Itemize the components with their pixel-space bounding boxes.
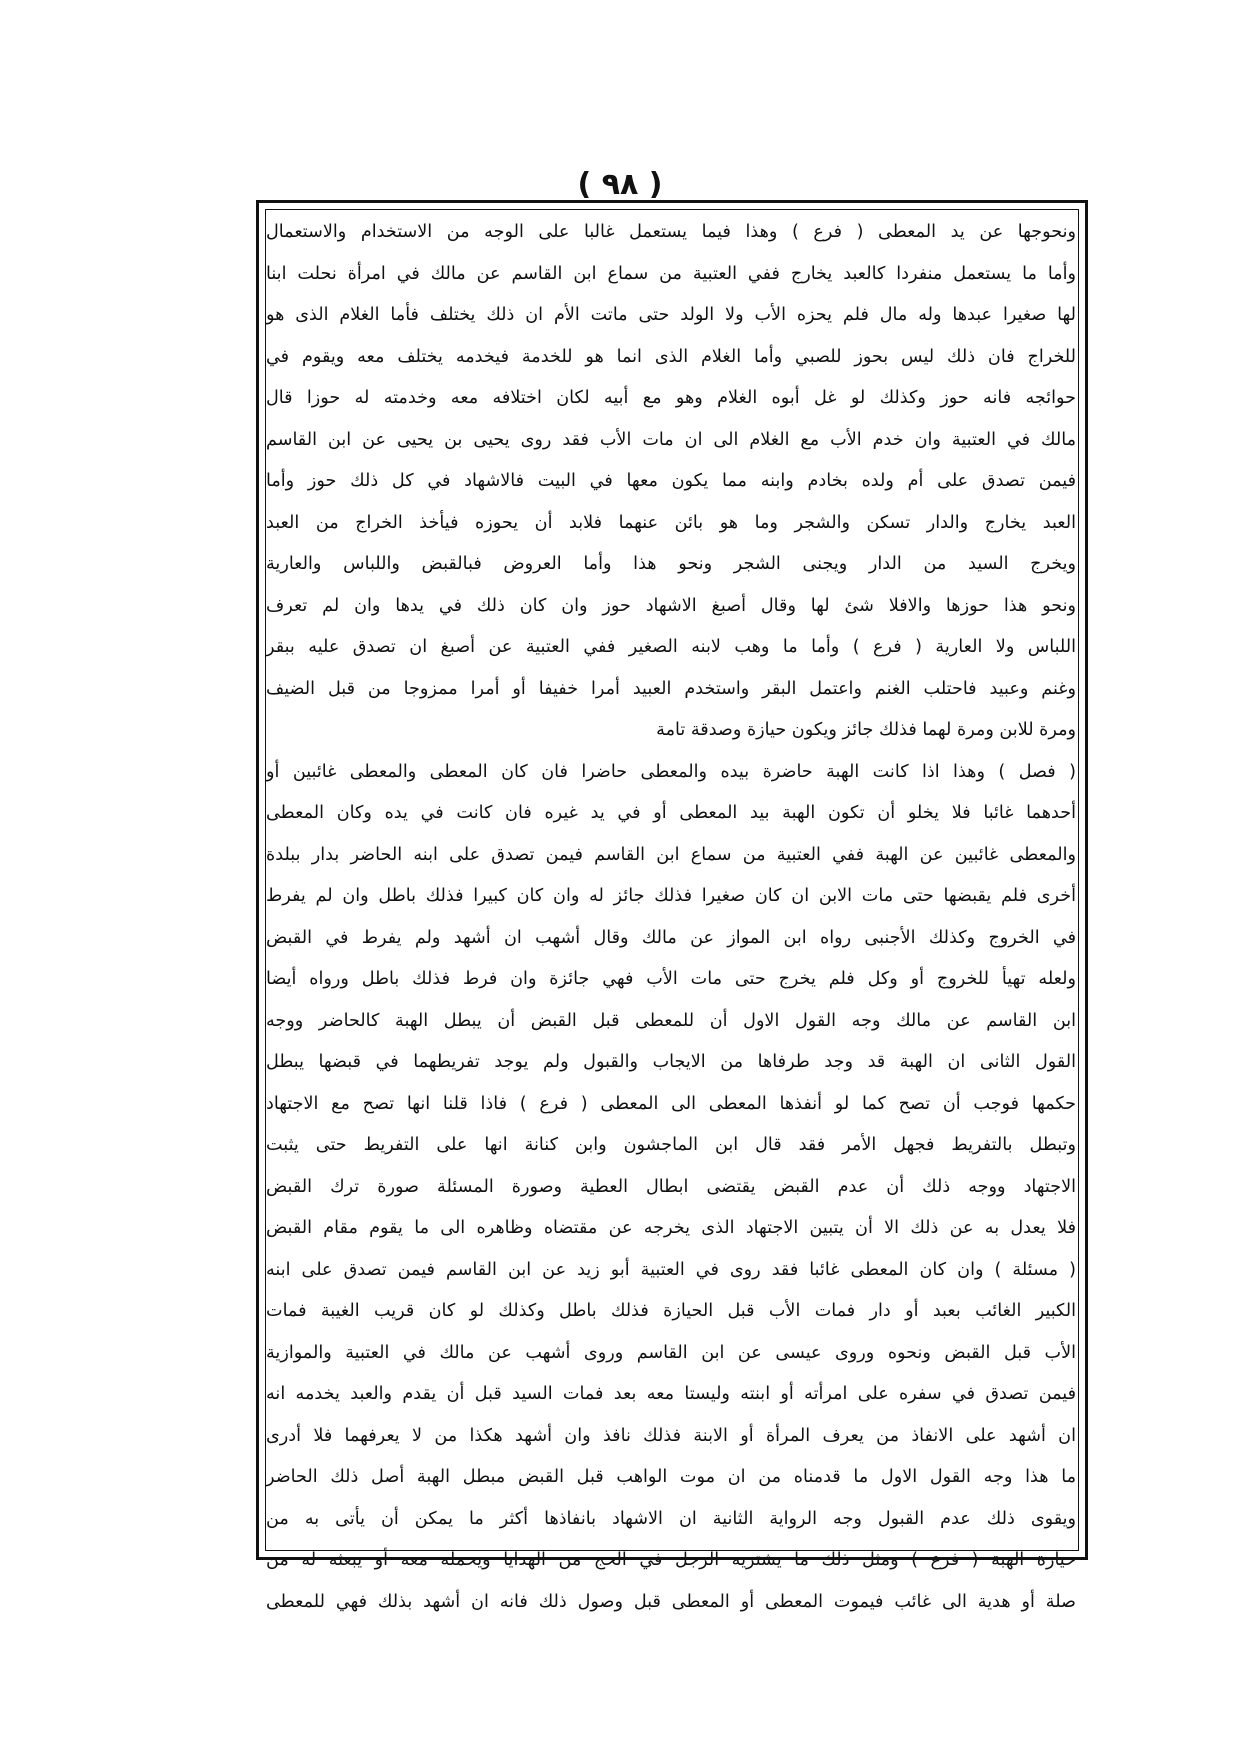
text-line: أخرى فلم يقبضها حتى مات الابن ان كان صغيرا فذلك جائز له وان كان كبيرا فذلك باطل وان لم يفرط xyxy=(266,886,1076,906)
text-line: صلة أو هدية الى غائب فيموت المعطى أو المعطى قبل وصول ذلك فانه ان أشهد بذلك فهي للمعطى xyxy=(266,1591,1076,1612)
text-line: وغنم وعبيد فاحتلب الغنم واعتمل البقر واستخدم العبيد أمرا خفيفا أو أمرا ممزوجا من قبل الضيف xyxy=(266,678,1076,699)
text-line: أحدهما غائبا فلا يخلو أن تكون الهبة بيد المعطى أو في يد غيره فان كانت في يده وكان المعطى xyxy=(266,803,1076,823)
text-line: حكمها فوجب أن تصح كما لو أنفذها المعطى الى المعطى ( فرع ) فاذا قلنا انها تصح مع الاجتهاد xyxy=(266,1093,1076,1114)
text-line: ( فصل ) وهذا اذا كانت الهبة حاضرة بيده والمعطى حاضرا فان كان المعطى والمعطى غائبين أو xyxy=(266,761,1076,782)
text-line: للخراج فان ذلك ليس بحوز للصبي وأما الغلام الذى انما هو للخدمة فيخدمه يختلف معه ويقوم في xyxy=(266,346,1076,367)
text-line: وأما ما يستعمل منفردا كالعبد يخارج ففي العتبية من سماع ابن القاسم عن مالك في امرأة نحلت ابنا xyxy=(266,263,1076,284)
text-line: حيازة الهبة ( فرع ) ومثل ذلك ما يشتريه الرجل في الحج من الهدايا ويحمله معه أو يبعثه له من xyxy=(266,1550,1076,1570)
text-line: ومرة للابن ومرة لهما فذلك جائز ويكون حيازة وصدقة تامة xyxy=(656,720,1076,740)
text-line: القول الثانى ان الهبة قد وجد طرفاها من الايجاب والقبول ولم يوجد تفريطهما في قبضها يبطل xyxy=(266,1052,1076,1072)
text-line: ونحوجها عن يد المعطى ( فرع ) وهذا فيما يستعمل غالبا على الوجه من الاستخدام والاستعمال xyxy=(266,222,1076,242)
text-line: ابن القاسم عن مالك وجه القول الاول أن للمعطى قبل القبض أن يبطل الهبة كالحاضر ووجه xyxy=(266,1010,1076,1031)
page-text-body xyxy=(266,212,1076,1623)
text-line: ولعله تهيأ للخروج أو وكل فلم يخرج حتى مات الأب فهي جائزة وان فرط فذلك باطل ورواه أيضا xyxy=(266,969,1076,989)
text-line: ونحو هذا حوزها والافلا شئ لها وقال أصبغ الاشهاد حوز وان كان ذلك في يدها وان لم تعرف xyxy=(266,595,1076,616)
text-line: ما هذا وجه القول الاول ما قدمناه من ان موت الواهب قبل القبض مبطل الهبة أصل ذلك الحاضر xyxy=(266,1467,1076,1487)
page-number: ( ٩٨ ) xyxy=(577,167,663,202)
text-line: اللباس ولا العارية ( فرع ) وأما ما وهب لابنه الصغير ففي العتبية عن أصبغ ان تصدق عليه ببقر xyxy=(266,637,1076,657)
text-line: والمعطى غائبين عن الهبة ففي العتبية من سماع ابن القاسم فيمن تصدق على ابنه الحاضر بدار ببلدة xyxy=(266,844,1076,865)
text-line: حوائجه فانه حوز وكذلك لو غل أبوه الغلام وهو مع أبيه لكان اختلافه معه وخدمته له حوزا قال xyxy=(266,388,1076,408)
text-line: الكبير الغائب بعبد أو دار فمات الأب قبل الحيازة فذلك باطل وكذلك لو كان قريب الغيبة فمات xyxy=(266,1301,1076,1321)
text-line: لها صغيرا عبدها وله مال فلم يحزه الأب ولا الولد حتى ماتت الأم ان ذلك يختلف فأما الغلام الذى هو xyxy=(266,305,1076,325)
text-line: فيمن تصدق في سفره على امرأته أو ابنته وليستا معه بعد فمات السيد قبل أن يقدم والعبد يخدمه انه xyxy=(266,1384,1076,1404)
text-line: في الخروج وكذلك الأجنبى رواه ابن المواز عن مالك وقال أشهب ان أشهد ولم يفرط في القبض xyxy=(266,927,1076,948)
text-line: ويخرج السيد من الدار ويجنى الشجر ونحو هذا وأما العروض فبالقبض واللباس والعارية xyxy=(266,554,1076,574)
text-line: فلا يعدل به عن ذلك الا أن يتبين الاجتهاد الذى يخرجه عن مقتضاه وظاهره الى ما يقوم مقام القبض xyxy=(266,1218,1076,1238)
text-line: ويقوى ذلك عدم القبول وجه الرواية الثانية ان الاشهاد بانفاذها أكثر ما يمكن أن يأتى به من xyxy=(266,1508,1076,1529)
text-line: وتبطل بالتفريط فجهل الأمر فقد قال ابن الماجشون وابن كنانة انها على التفريط حتى يثبت xyxy=(266,1135,1076,1155)
text-line: فيمن تصدق على أم ولده بخادم وابنه مما يكون معها في البيت فالاشهاد في كل ذلك حوز وأما xyxy=(266,471,1076,491)
text-line: الأب قبل القبض ونحوه وروى عيسى عن ابن القاسم وروى أشهب عن مالك في العتبية والموازية xyxy=(266,1342,1076,1363)
text-line: العبد يخارج والدار تسكن والشجر وما هو بائن عنهما فلابد أن يحوزه فيأخذ الخراج من العبد xyxy=(266,512,1076,533)
text-line: الاجتهاد ووجه ذلك أن عدم القبض يقتضى ابطال العطية وصورة المسئلة صورة ترك القبض xyxy=(266,1176,1076,1197)
text-line: ( مسئلة ) وان كان المعطى غائبا فقد روى في العتبية أبو زيد عن ابن القاسم فيمن تصدق على ابنه xyxy=(266,1259,1076,1280)
text-line: مالك في العتبية وان خدم الأب مع الغلام الى ان مات الأب فقد روى يحيى بن يحيى عن ابن القاسم xyxy=(266,429,1076,450)
text-line: ان أشهد على الانفاذ من يعرف المرأة أو الابنة فذلك نافذ وان أشهد هكذا من لا يعرفهما فلا أدرى xyxy=(266,1425,1076,1446)
